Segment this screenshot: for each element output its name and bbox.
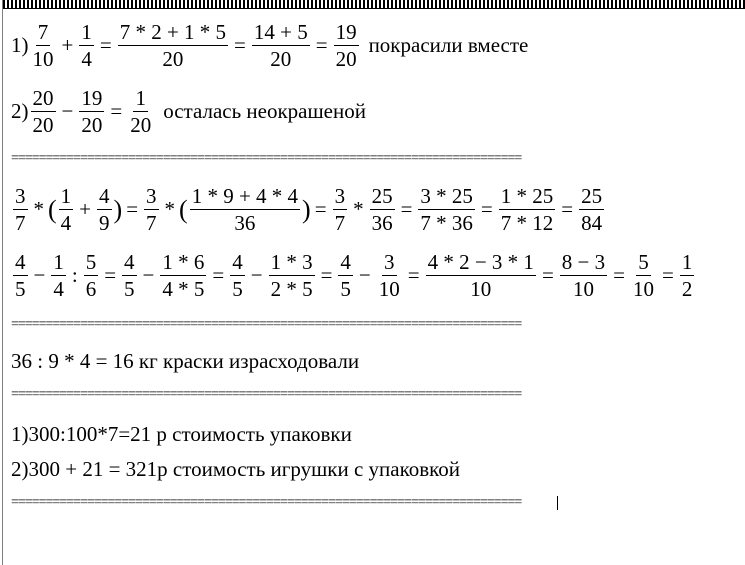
operator: = bbox=[315, 33, 328, 57]
operator: = bbox=[99, 33, 112, 57]
fraction: $\frac{1 * 9 + 4 * 4}{36}$ bbox=[191, 184, 299, 235]
operator: = bbox=[212, 263, 225, 287]
fraction: $\frac{3}{10}$ bbox=[378, 250, 400, 301]
operator: = bbox=[480, 197, 493, 221]
fraction: $\frac{5}{6}$ bbox=[85, 250, 97, 301]
fraction: $\frac{7}{10}$ bbox=[32, 20, 54, 71]
fraction: $\frac{1}{4}$ bbox=[53, 250, 64, 301]
task1-line2 bbox=[11, 86, 366, 137]
fraction: $\frac{1}{4}$ bbox=[81, 20, 92, 71]
task4-line2: 2)300 + 21 = 321р стоимость игрушки с упаковкой bbox=[11, 457, 461, 481]
operator: + bbox=[79, 197, 92, 221]
operator: = bbox=[541, 263, 554, 287]
operator: : bbox=[71, 263, 78, 287]
fraction: $\frac{1}{4}$ bbox=[60, 184, 72, 235]
fraction: $\frac{3}{7}$ bbox=[15, 184, 26, 235]
operator: = bbox=[613, 263, 625, 287]
fraction: $\frac{4}{5}$ bbox=[340, 250, 351, 301]
fraction: $\frac{25}{36}$ bbox=[371, 184, 393, 235]
fraction: $\frac{19}{20}$ bbox=[335, 20, 357, 71]
task3-line: 36 : 9 * 4 = 16 кг краски израсходовали bbox=[11, 349, 360, 373]
label: 1) bbox=[11, 33, 29, 57]
fraction: $\frac{4}{9}$ bbox=[99, 184, 110, 235]
fraction: $\frac{14 + 5}{20}$ bbox=[253, 20, 308, 71]
operator: * bbox=[33, 197, 44, 221]
task2-line2 bbox=[11, 250, 696, 301]
fraction: $\frac{8 - 3}{10}$ bbox=[561, 250, 606, 301]
fraction: $\frac{1 * 3}{2 * 5}$ bbox=[270, 250, 313, 301]
task4-line1: 1)300:100*7=21 р стоимость упаковки bbox=[11, 422, 352, 446]
fraction: $\frac{19}{20}$ bbox=[81, 86, 103, 137]
operator: − bbox=[142, 263, 155, 287]
separator-1: ========================================================================== bbox=[11, 152, 522, 166]
paren: ( bbox=[48, 194, 57, 224]
note-text: осталась неокрашеной bbox=[163, 99, 366, 123]
operator: − bbox=[33, 263, 46, 287]
operator: = bbox=[407, 263, 420, 287]
operator: * bbox=[164, 197, 176, 221]
fraction: $\frac{4}{5}$ bbox=[232, 250, 243, 301]
operator: = bbox=[110, 99, 123, 123]
fraction: $\frac{1}{2}$ bbox=[681, 250, 693, 301]
separator-2: ========================================================================== bbox=[11, 318, 522, 332]
fraction: $\frac{1 * 6}{4 * 5}$ bbox=[162, 250, 205, 301]
left-border bbox=[2, 0, 3, 565]
operator: − bbox=[358, 263, 371, 287]
operator: − bbox=[250, 263, 263, 287]
paren: ) bbox=[302, 194, 311, 224]
operator: − bbox=[61, 99, 74, 123]
top-text-strip bbox=[3, 0, 745, 9]
note-text: покрасили вместе bbox=[368, 33, 529, 57]
operator: = bbox=[126, 197, 139, 221]
operator: = bbox=[314, 197, 327, 221]
fraction: $\frac{1 * 25}{7 * 12}$ bbox=[500, 184, 554, 235]
operator: * bbox=[353, 197, 364, 221]
fraction: $\frac{7 * 2 + 1 * 5}{20}$ bbox=[119, 20, 227, 71]
operator: = bbox=[104, 263, 117, 287]
fraction: $\frac{4}{5}$ bbox=[15, 250, 26, 301]
label: 2) bbox=[11, 99, 29, 123]
operator: = bbox=[661, 263, 674, 287]
fraction: $\frac{25}{84}$ bbox=[581, 184, 603, 235]
separator-3: ========================================================================== bbox=[11, 388, 522, 402]
fraction: $\frac{4 * 2 - 3 * 1}{10}$ bbox=[427, 250, 534, 301]
paren: ) bbox=[113, 194, 123, 224]
operator: + bbox=[61, 33, 74, 57]
fraction: $\frac{3}{7}$ bbox=[146, 184, 157, 235]
task2-line1 bbox=[11, 184, 606, 235]
fraction: $\frac{3 * 25}{7 * 36}$ bbox=[420, 184, 473, 235]
operator: = bbox=[561, 197, 574, 221]
separator-4: ========================================================================== bbox=[11, 496, 558, 510]
fraction: $\frac{3}{7}$ bbox=[334, 184, 346, 235]
fraction: $\frac{1}{20}$ bbox=[130, 86, 152, 137]
operator: = bbox=[320, 263, 333, 287]
fraction: $\frac{4}{5}$ bbox=[124, 250, 135, 301]
fraction: $\frac{5}{10}$ bbox=[632, 250, 654, 301]
fraction: $\frac{20}{20}$ bbox=[32, 86, 54, 137]
operator: = bbox=[400, 197, 413, 221]
task1-line1 bbox=[11, 20, 528, 71]
operator: = bbox=[234, 33, 246, 57]
paren: ( bbox=[179, 194, 188, 224]
